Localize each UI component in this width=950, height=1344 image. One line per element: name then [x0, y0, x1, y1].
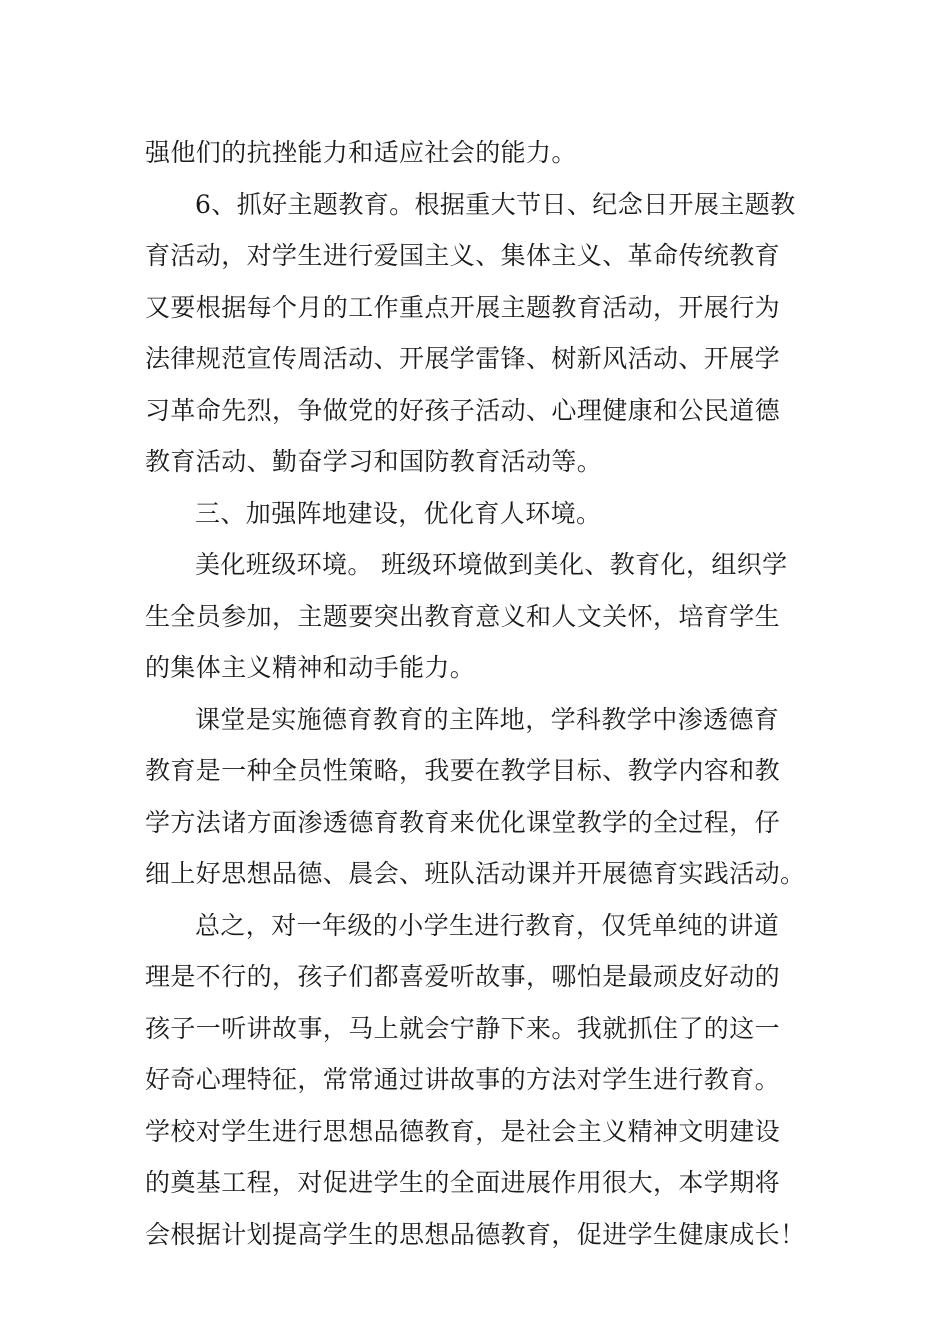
text-line: 教育活动、勤奋学习和国防教育活动等。: [145, 447, 603, 476]
paragraph-first-line: 总之，对一年级的小学生进行教育，仅凭单纯的讲道: [195, 910, 780, 940]
text-line: 又要根据每个月的工作重点开展主题教育活动，开展行为: [145, 292, 781, 322]
text-line: 强他们的抗挫能力和适应社会的能力。: [145, 138, 577, 167]
text-line: 育活动，对学生进行爱国主义、集体主义、革命传统教育: [145, 241, 781, 270]
text-line: 习革命先烈，争做党的好孩子活动、心理健康和公民道德: [145, 395, 781, 425]
text-line: 孩子一听讲故事，马上就会宁静下来。我就抓住了的这一: [145, 1013, 781, 1043]
text-line: 学校对学生进行思想品德教育，是社会主义精神文明建设: [145, 1116, 781, 1146]
text-line: 理是不行的，孩子们都喜爱听故事，哪怕是最顽皮好动的: [145, 962, 781, 991]
paragraph-first-line: 三、加强阵地建设，优化育人环境。: [195, 498, 602, 528]
text-line: 法律规范宣传周活动、开展学雷锋、树新风活动、开展学: [145, 344, 781, 373]
paragraph-first-line: 6、抓好主题教育。根据重大节日、纪念日开展主题教: [195, 189, 796, 219]
document-body: [145, 127, 815, 1260]
text-line: 学方法诸方面渗透德育教育来优化课堂教学的全过程，仔: [145, 807, 781, 837]
text-line: 教育是一种全员性策略，我要在教学目标、教学内容和教: [145, 756, 781, 785]
text-line: 细上好思想品德、晨会、班队活动课并开展德育实践活动。: [145, 859, 806, 888]
text-line: 的集体主义精神和动手能力。: [145, 653, 476, 682]
text-line: 会根据计划提高学生的思想品德教育，促进学生健康成长！: [145, 1219, 806, 1249]
text-line: 好奇心理特征，常常通过讲故事的方法对学生进行教育。: [145, 1065, 781, 1094]
paragraph-first-line: 课堂是实施德育教育的主阵地，学科教学中渗透德育: [195, 704, 780, 734]
text-line: 生全员参加，主题要突出教育意义和人文关怀，培育学生: [145, 601, 781, 631]
text-line: 的奠基工程，对促进学生的全面进展作用很大，本学期将: [145, 1168, 781, 1197]
paragraph-first-line: 美化班级环境。 班级环境做到美化、教育化，组织学: [195, 550, 788, 579]
